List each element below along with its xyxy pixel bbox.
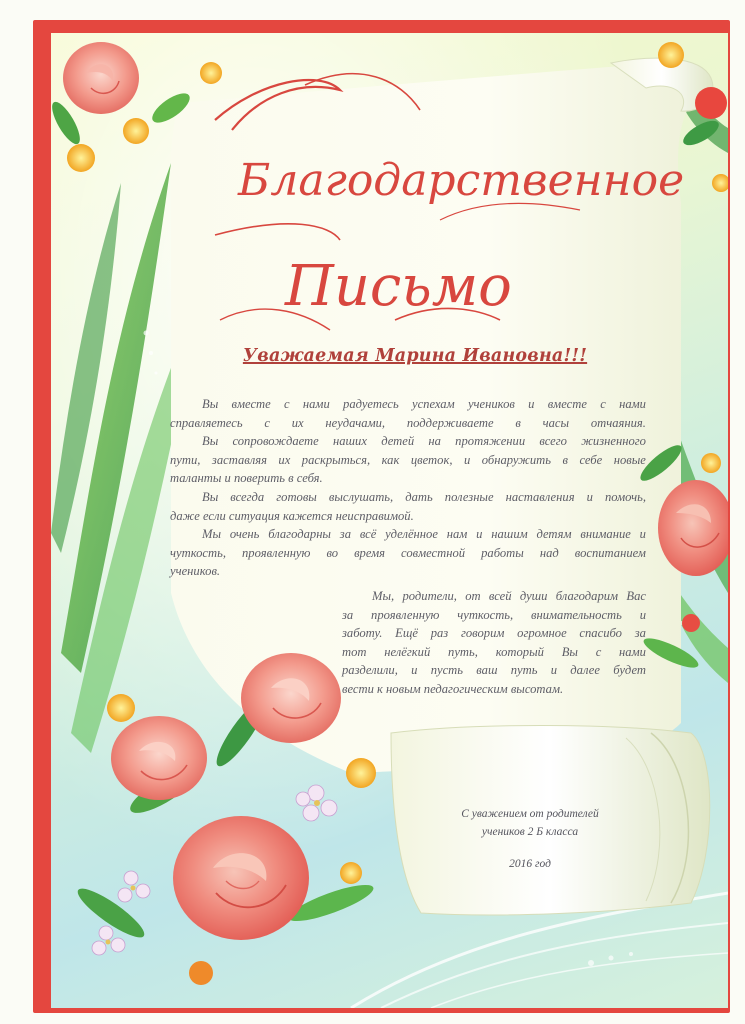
body-line: даже если ситуация кажется неисправимой. bbox=[170, 508, 414, 523]
body-line: справляетесь с их неудачами, поддерживаете в часы отчаяния. bbox=[170, 415, 646, 430]
body-line: учеников. bbox=[170, 564, 221, 579]
title-line-1: Благодарственное bbox=[238, 155, 685, 206]
closing-line: за проявленную чуткость, внимательность и bbox=[342, 607, 646, 622]
body-line: Вы всегда готовы выслушать, дать полезные наставления и помочь, bbox=[202, 489, 646, 504]
closing-line: заботу. Ещё раз говорим огромное спасибо за bbox=[342, 626, 646, 641]
body-line: чуткость, проявленную во время совместной работы над воспитанием bbox=[170, 545, 646, 560]
body-line: таланты и поверить в себя. bbox=[170, 471, 323, 486]
body-line: Вы вместе с нами радуетесь успехам учеников и вместе с нами bbox=[202, 397, 646, 411]
title-line-2: Письмо bbox=[285, 254, 512, 319]
closing-line: Мы, родители, от всей души благодарим Вас bbox=[372, 589, 646, 603]
body-line: Вы сопровождаете наших детей на протяжении всего жизненного bbox=[202, 434, 646, 449]
signature-line-2: учеников 2 Б класса bbox=[481, 826, 579, 838]
signature-year: 2016 год bbox=[509, 858, 551, 870]
body-line: пути, заставляя их раскрыться, как цветок, и обнаружить в себе новые bbox=[170, 452, 646, 467]
body-line: Мы очень благодарны за всё уделённое нам и нашим детям внимание и bbox=[202, 527, 646, 542]
signature-line-1: С уважением от родителей bbox=[461, 808, 599, 820]
closing-line: вести к новым педагогическим высотам. bbox=[342, 681, 564, 696]
greeting-heading: Уважаемая Марина Ивановна!!! bbox=[242, 346, 588, 366]
letter-body bbox=[170, 395, 646, 581]
closing-line: тот нелёгкий путь, который Вы с нами bbox=[342, 644, 646, 659]
closing-line: разделили, и пусть ваш путь и далее будет bbox=[342, 663, 646, 678]
letter-closing bbox=[342, 587, 646, 699]
